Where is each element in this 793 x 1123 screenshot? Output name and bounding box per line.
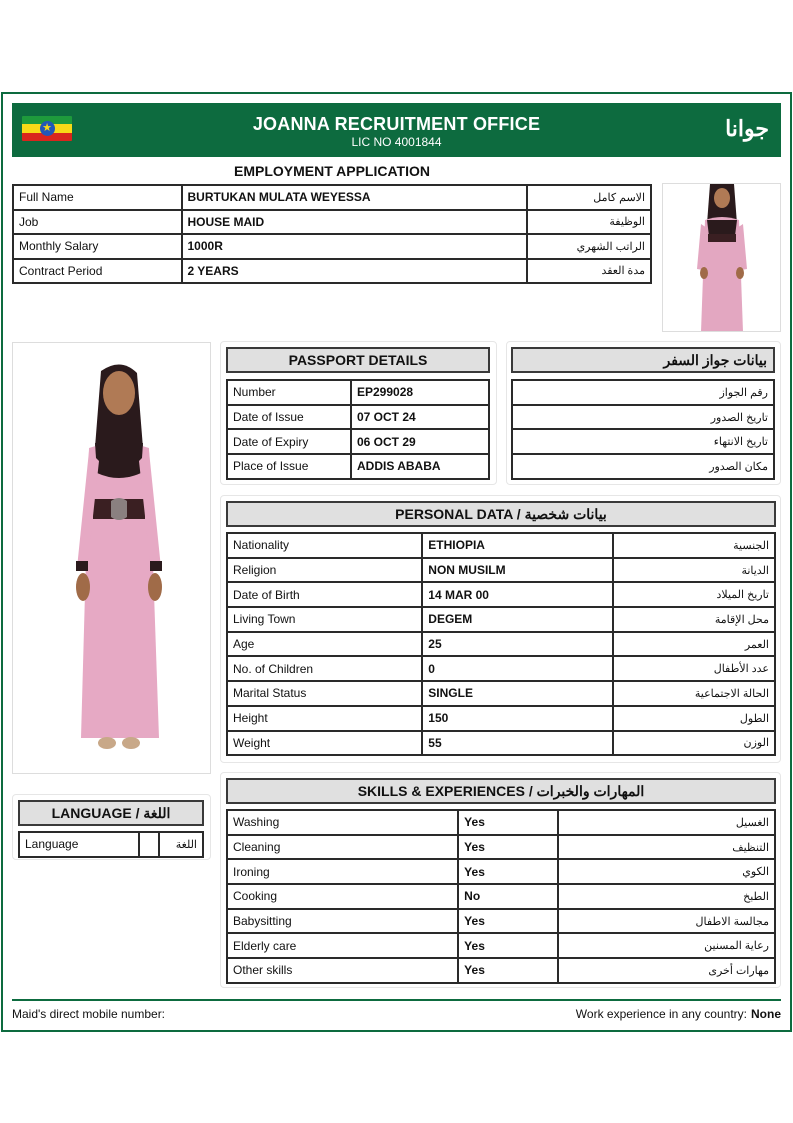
field-value: 150 [422,706,612,731]
field-label: Place of Issue [227,454,351,479]
field-label: Monthly Salary [13,234,182,259]
field-label: Number [227,380,351,405]
field-label: Weight [227,731,422,756]
field-label: Ironing [227,859,458,884]
field-label: Age [227,632,422,657]
table-row [227,909,775,934]
skills-table [226,809,776,984]
field-value: 06 OCT 29 [351,429,489,454]
footer-divider [12,999,781,1001]
field-label-arabic: مكان الصدور [512,454,774,479]
table-row [19,832,203,857]
field-value: 25 [422,632,612,657]
field-label-arabic: الطول [613,706,775,731]
field-label: Job [13,210,182,235]
field-label: Marital Status [227,681,422,706]
candidate-photo-small [662,183,781,332]
table-row [227,958,775,983]
field-label: Babysitting [227,909,458,934]
table-row [227,607,775,632]
field-value: 0 [422,656,612,681]
table-row [227,380,489,405]
field-value: Yes [458,810,558,835]
field-label-arabic: تاريخ الميلاد [613,582,775,607]
table-row [512,405,774,430]
field-label-arabic: الراتب الشهري [527,234,651,259]
table-row [227,533,775,558]
passport-details-arabic-title: بيانات جواز السفر [511,347,775,373]
field-label-arabic: رقم الجواز [512,380,774,405]
field-value: Yes [458,859,558,884]
language-title: LANGUAGE / اللغة [18,800,204,826]
table-row [512,454,774,479]
field-label: Language [19,832,139,857]
field-label-arabic: اللغة [159,832,203,857]
license-number: LIC NO 4001844 [351,135,442,149]
passport-details-title: PASSPORT DETAILS [226,347,490,373]
table-row [227,558,775,583]
table-row [227,582,775,607]
field-value: No [458,884,558,909]
field-label-arabic: الغسيل [558,810,775,835]
field-value: SINGLE [422,681,612,706]
table-row [13,234,651,259]
field-label-arabic: العمر [613,632,775,657]
mobile-number-field [12,1007,165,1021]
field-label: Cooking [227,884,458,909]
field-label-arabic: الحالة الاجتماعية [613,681,775,706]
field-label: Full Name [13,185,182,210]
field-label: Other skills [227,958,458,983]
field-label-arabic: الكوي [558,859,775,884]
field-label-arabic: عدد الأطفال [613,656,775,681]
field-label: Contract Period [13,259,182,284]
summary-table [12,184,652,284]
mobile-number-label: Maid's direct mobile number: [12,1007,166,1021]
table-row [13,210,651,235]
table-row [227,731,775,756]
table-row [227,632,775,657]
field-label-arabic: الجنسية [613,533,775,558]
table-row [227,884,775,909]
field-label: Date of Birth [227,582,422,607]
field-value: ADDIS ABABA [351,454,489,479]
field-label: No. of Children [227,656,422,681]
office-arabic-name: جوانا [725,116,769,141]
field-label: Nationality [227,533,422,558]
table-row [227,405,489,430]
field-label-arabic: التنظيف [558,835,775,860]
field-label-arabic: الوزن [613,731,775,756]
office-title: JOANNA RECRUITMENT OFFICE [252,114,541,134]
field-value: DEGEM [422,607,612,632]
table-row [227,706,775,731]
table-row [512,380,774,405]
field-value: NON MUSILM [422,558,612,583]
field-value: 14 MAR 00 [422,582,612,607]
star-emblem-icon: ★ [40,121,55,136]
table-row [13,259,651,284]
field-label-arabic: رعاية المسنين [558,933,775,958]
field-label-arabic: مجالسة الاطفال [558,909,775,934]
table-row [227,810,775,835]
table-row [227,859,775,884]
field-label-arabic: الطبخ [558,884,775,909]
field-value: 2 YEARS [182,259,528,284]
passport-table [226,379,490,480]
field-label: Elderly care [227,933,458,958]
language-table [18,831,204,858]
skills-title: SKILLS & EXPERIENCES / المهارات والخبرات [226,778,776,804]
field-label-arabic: الديانة [613,558,775,583]
field-value: 55 [422,731,612,756]
passport-arabic-table [511,379,775,480]
work-experience-value: None [751,1007,781,1021]
field-label: Religion [227,558,422,583]
field-label-arabic: الوظيفة [527,210,651,235]
field-value: 1000R [182,234,528,259]
work-experience-label: Work experience in any country: [575,1007,747,1021]
office-header [12,103,781,157]
field-value [139,832,159,857]
field-value: EP299028 [351,380,489,405]
table-row [13,185,651,210]
field-value: 07 OCT 24 [351,405,489,430]
field-label: Washing [227,810,458,835]
field-label: Height [227,706,422,731]
field-label: Date of Issue [227,405,351,430]
table-row [227,429,489,454]
field-label-arabic: الاسم كامل [527,185,651,210]
table-row [227,681,775,706]
table-row [227,656,775,681]
field-label-arabic: مدة العقد [527,259,651,284]
field-label: Living Town [227,607,422,632]
field-value: ETHIOPIA [422,533,612,558]
field-value: Yes [458,933,558,958]
field-value: Yes [458,958,558,983]
candidate-photo-full [12,342,211,774]
personal-data-table [226,532,776,756]
field-value: Yes [458,835,558,860]
field-value: Yes [458,909,558,934]
field-label-arabic: محل الإقامة [613,607,775,632]
table-row [227,835,775,860]
field-label: Cleaning [227,835,458,860]
personal-data-title: PERSONAL DATA / بيانات شخصية [226,501,776,527]
work-experience-field [576,1007,781,1021]
table-row [227,454,489,479]
field-value: BURTUKAN MULATA WEYESSA [182,185,528,210]
field-value: HOUSE MAID [182,210,528,235]
field-label-arabic: تاريخ الصدور [512,405,774,430]
table-row [512,429,774,454]
application-title: EMPLOYMENT APPLICATION [234,163,430,179]
field-label: Date of Expiry [227,429,351,454]
table-row [227,933,775,958]
field-label-arabic: مهارات أخرى [558,958,775,983]
field-label-arabic: تاريخ الانتهاء [512,429,774,454]
